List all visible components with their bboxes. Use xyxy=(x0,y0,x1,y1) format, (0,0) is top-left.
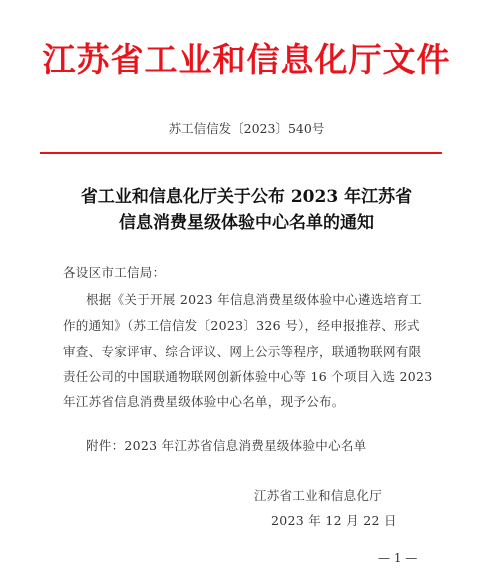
attachment-note: 附件：2023 年江苏省信息消费星级体验中心名单 xyxy=(86,438,367,453)
issuing-authority: 江苏省工业和信息化厅 xyxy=(254,488,383,503)
addressee: 各设区市工信局： xyxy=(63,265,166,280)
paragraph-line: 根据《关于开展 2023 年信息消费星级体验中心遴选培育工 xyxy=(86,292,422,307)
red-separator-line xyxy=(40,152,442,154)
paragraph-line: 责任公司的中国联通物联网创新体验中心等 16 个项目入选 2023 xyxy=(63,369,433,384)
paragraph-line: 作的通知》（苏工信信发〔2023〕326 号），经申报推荐、形式 xyxy=(63,318,420,333)
issue-date: 2023 年 12 月 22 日 xyxy=(271,513,397,528)
notice-title-line-2: 信息消费星级体验中心名单的通知 xyxy=(119,213,374,233)
notice-title-line-1: 省工业和信息化厅关于公布 2023 年江苏省 xyxy=(80,187,413,207)
paragraph-line: 审查、专家评审、综合评议、网上公示等程序，联通物联网有限 xyxy=(63,344,422,359)
paragraph-line: 年江苏省信息消费星级体验中心名单，现予公布。 xyxy=(63,394,345,409)
document-header-title: 江苏省工业和信息化厅文件 xyxy=(42,40,451,79)
page-number: — 1 — xyxy=(378,551,418,565)
document-number: 苏工信信发〔2023〕540号 xyxy=(168,121,325,136)
